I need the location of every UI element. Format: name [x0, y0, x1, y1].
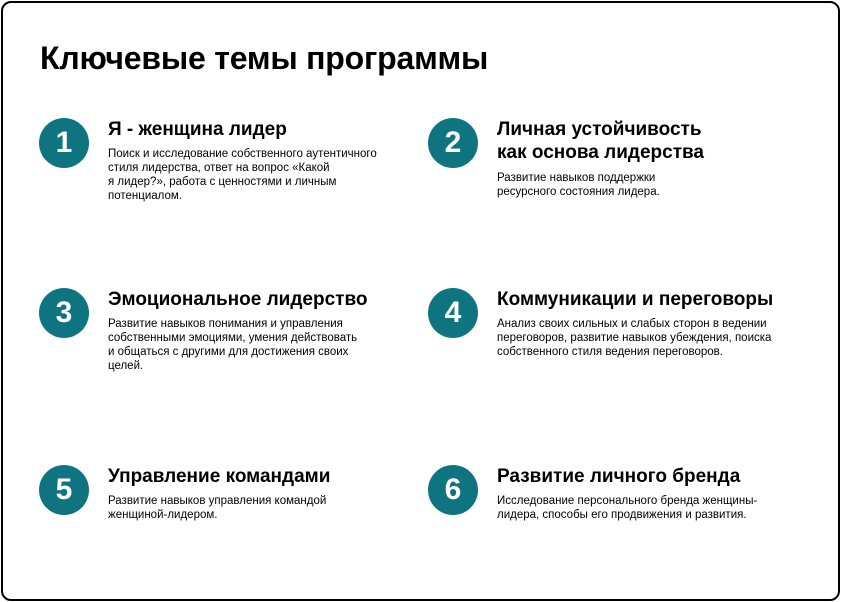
topic-description: Анализ своих сильных и слабых сторон в ведении переговоров, развитие навыков убеждения, поиска собственного стиля ведения переговоров. [497, 318, 772, 358]
topic-description: Развитие навыков понимания и управления собственными эмоциями, умения действовать и общаться с другими для достижения своих целей. [108, 318, 358, 372]
topic-number-badge: 1 [39, 118, 89, 168]
topic-description: Развитие навыков управления командой женщиной-лидером. [108, 495, 327, 521]
page-title: Ключевые темы программы [40, 40, 489, 76]
topic-title: Управление командами [108, 466, 331, 487]
topic-number-badge: 5 [39, 465, 89, 515]
topic-title: Эмоциональное лидерство [108, 289, 368, 310]
topic-number-badge: 3 [39, 288, 89, 338]
topic-description: Поиск и исследование собственного аутентичного стиля лидерства, ответ на вопрос «Какой я лидер?», работа с ценностями и личным потенциалом. [108, 148, 377, 202]
topic-title: Коммуникации и переговоры [497, 289, 774, 310]
topic-description: Развитие навыков поддержки ресурсного состояния лидера. [497, 172, 660, 198]
topic-title: Развитие личного бренда [497, 466, 741, 487]
topic-title: Личная устойчивость как основа лидерства [497, 119, 704, 163]
topic-number-badge: 4 [428, 288, 478, 338]
topic-number-badge: 6 [428, 465, 478, 515]
topic-description: Исследование персонального бренда женщины- лидера, способы его продвижения и развития. [497, 495, 758, 521]
topic-title: Я - женщина лидер [108, 119, 287, 140]
topic-number-badge: 2 [428, 118, 478, 168]
